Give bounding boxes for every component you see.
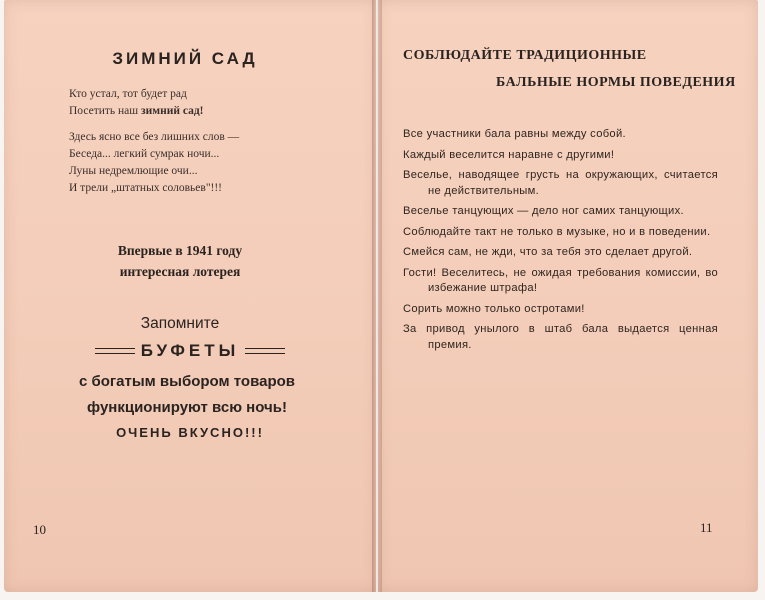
poem-stanza-2 (69, 129, 239, 197)
rule-item: Соблюдайте такт не только в музыке, но и в поведении. (403, 225, 711, 238)
rule-item: Веселье, наводящее грусть на окружающих, считается не действительным. (403, 169, 718, 197)
poem-line: Кто устал, тот будет рад (69, 88, 187, 100)
rule-item: Каждый веселится наравне с другими! (403, 148, 615, 161)
rule-item: Гости! Веселитесь, не ожидая требования комиссии, во избежание штрафа! (403, 266, 718, 294)
poem-line: И трели „штатных соловьев"!!! (69, 182, 223, 194)
page-fold (372, 0, 382, 592)
rule-item: Сорить можно только остротами! (403, 302, 585, 315)
double-rule-right (245, 348, 285, 354)
page-number-right: 11 (700, 520, 713, 535)
rules-title-line2: БАЛЬНЫЕ НОРМЫ ПОВЕДЕНИЯ (496, 75, 736, 90)
buffets-heading: БУФЕТЫ (80, 341, 300, 361)
poem-stanza-1 (69, 86, 204, 120)
rule-item: За привод унылого в штаб бала выдается ценная премия. (403, 323, 718, 351)
rule-item: Веселье танцующих — дело ног самих танцующих. (403, 205, 684, 217)
poem-line: Беседа... легкий сумрак ночи... (69, 148, 220, 160)
winter-garden-title: ЗИМНИЙ САД (112, 49, 258, 68)
poem-line: Луны недремлющие очи... (69, 165, 198, 177)
very-tasty-text: ОЧЕНЬ ВКУСНО!!! (116, 425, 264, 440)
lottery-announcement: Впервые в 1941 году интересная лотерея (117, 243, 243, 279)
poem-line: Здесь ясно все без лишних слов — (69, 131, 240, 143)
poem-bold-text: зимний сад! (141, 105, 204, 117)
rules-list (403, 127, 718, 358)
double-rule-left (95, 348, 135, 354)
rule-item: Смейся сам, не жди, что за тебя это сделает другой. (403, 246, 693, 258)
remember-heading: Запомните (140, 315, 220, 332)
buffet-description: с богатым выбором товаров функционируют всю ночь! (78, 373, 296, 416)
rule-item: Все участники бала равны между собой. (403, 128, 626, 140)
poem-line: Посетить наш зимний сад! (69, 105, 204, 117)
rules-title-line1: СОБЛЮДАЙТЕ ТРАДИЦИОННЫЕ (403, 48, 647, 63)
page-number-left: 10 (33, 522, 46, 537)
